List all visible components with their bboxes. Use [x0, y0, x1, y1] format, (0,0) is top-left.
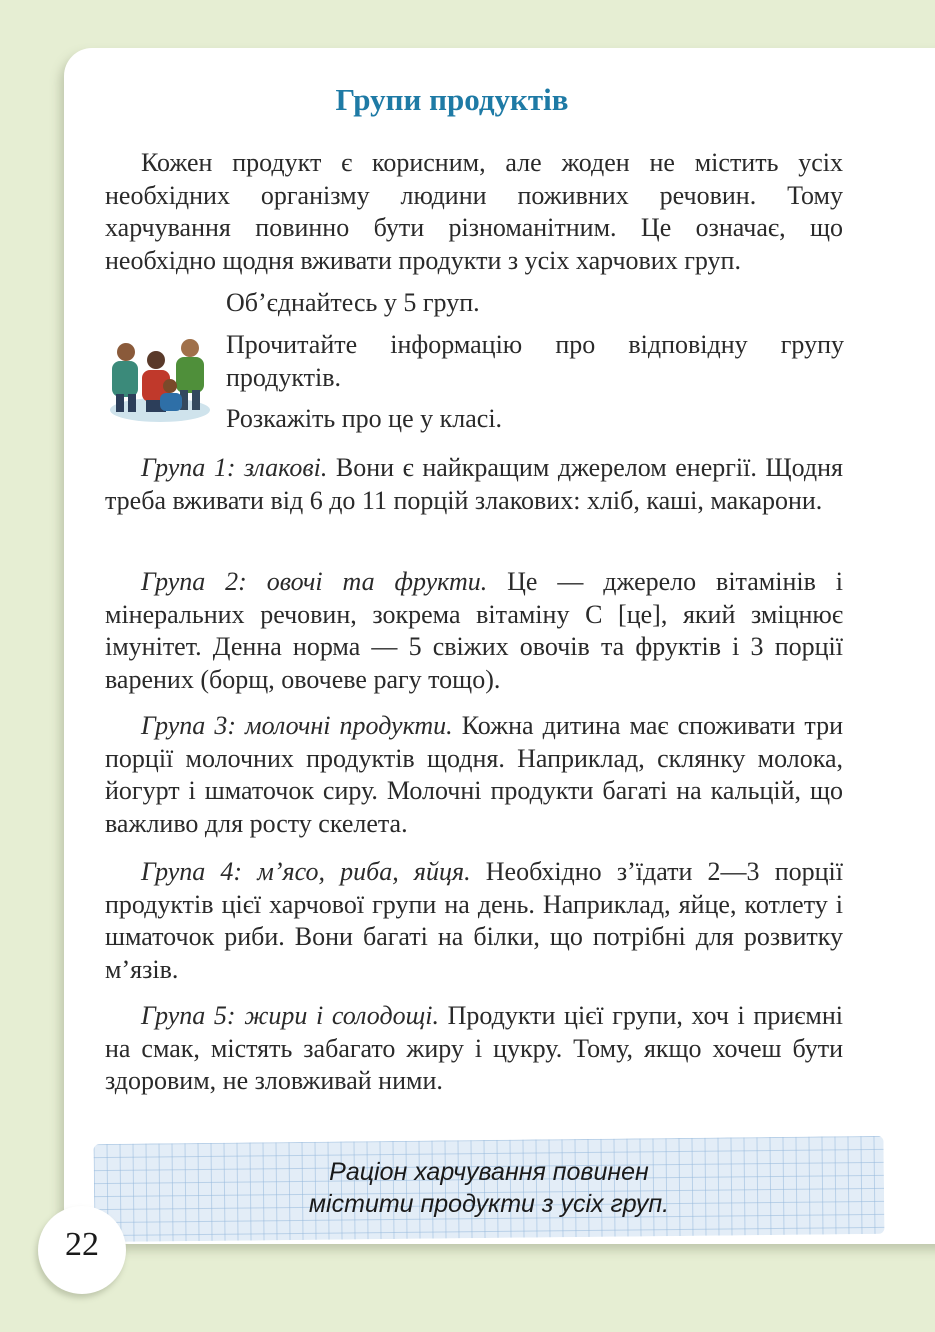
children-group-icon: [104, 324, 216, 424]
group-2-heading: Група 2: овочі та фрукти.: [141, 567, 488, 596]
group-3-heading: Група 3: молочні продукти.: [141, 711, 453, 740]
group-1-heading: Група 1: злакові.: [141, 453, 328, 482]
group-2-text: Це — джерело вітамінів і мінеральних речовин, зокрема вітаміну С [це], який зміцнює імунітет. Денна норма — 5 свіжих овочів та фруктів і 3 порції варених (борщ, овочеве рагу тощо).: [105, 567, 843, 694]
intro-paragraph: Кожен продукт є корисним, але жоден не містить усіх необхідних організму людини поживних речовин. Тому харчування повинно бути різноманітним. Це означає, що необхідно щодня вживати продукти з усіх харчових груп.: [105, 148, 843, 275]
task-step-3: Розкажіть про це у класі.: [226, 404, 503, 433]
task-step-2: Прочитайте інформацію про відповідну групу продуктів.: [226, 330, 844, 392]
group-5-paragraph: [105, 1000, 843, 1098]
group-5-heading: Група 5: жири і солодощі.: [141, 1001, 439, 1030]
group-5-text: Продукти цієї групи, хоч і приємні на смак, містять забагато жиру і цукру. Тому, якщо хочеш бути здоровим, не зловживай ними.: [105, 1001, 843, 1095]
group-3-text: Кожна дитина має споживати три порції молочних продуктів щодня. Наприклад, склянку молока, йогурт і шматочок сиру. Молочні продукти багаті на кальцій, що важливо для росту скелета.: [105, 711, 843, 838]
group-4-heading: Група 4: м’ясо, риба, яйця.: [141, 857, 471, 886]
task-step-1: Об’єднайтесь у 5 груп.: [226, 288, 480, 317]
group-1-paragraph: [105, 452, 843, 517]
group-4-text: Необхідно з’їдати 2—3 порції продуктів цієї харчової групи на день. Наприклад, яйце, котлету і шматочок риби. Вони багаті на білки, що потрібні для розвитку м’язів.: [105, 857, 843, 984]
summary-note-line-1: Раціон харчування повинен: [329, 1158, 649, 1186]
group-4-paragraph: [105, 856, 843, 986]
page-title: Групи продуктів: [335, 82, 569, 117]
summary-note-text: [94, 1156, 884, 1220]
summary-note-line-2: містити продукти з усіх груп.: [308, 1190, 670, 1218]
page-number: 22: [65, 1226, 99, 1263]
group-3-paragraph: [105, 710, 843, 840]
group-2-paragraph: [105, 566, 843, 696]
group-1-text: Вони є найкращим джерелом енергії. Щодня треба вживати від 6 до 11 порцій злакових: хліб, каші, макарони.: [105, 453, 843, 515]
